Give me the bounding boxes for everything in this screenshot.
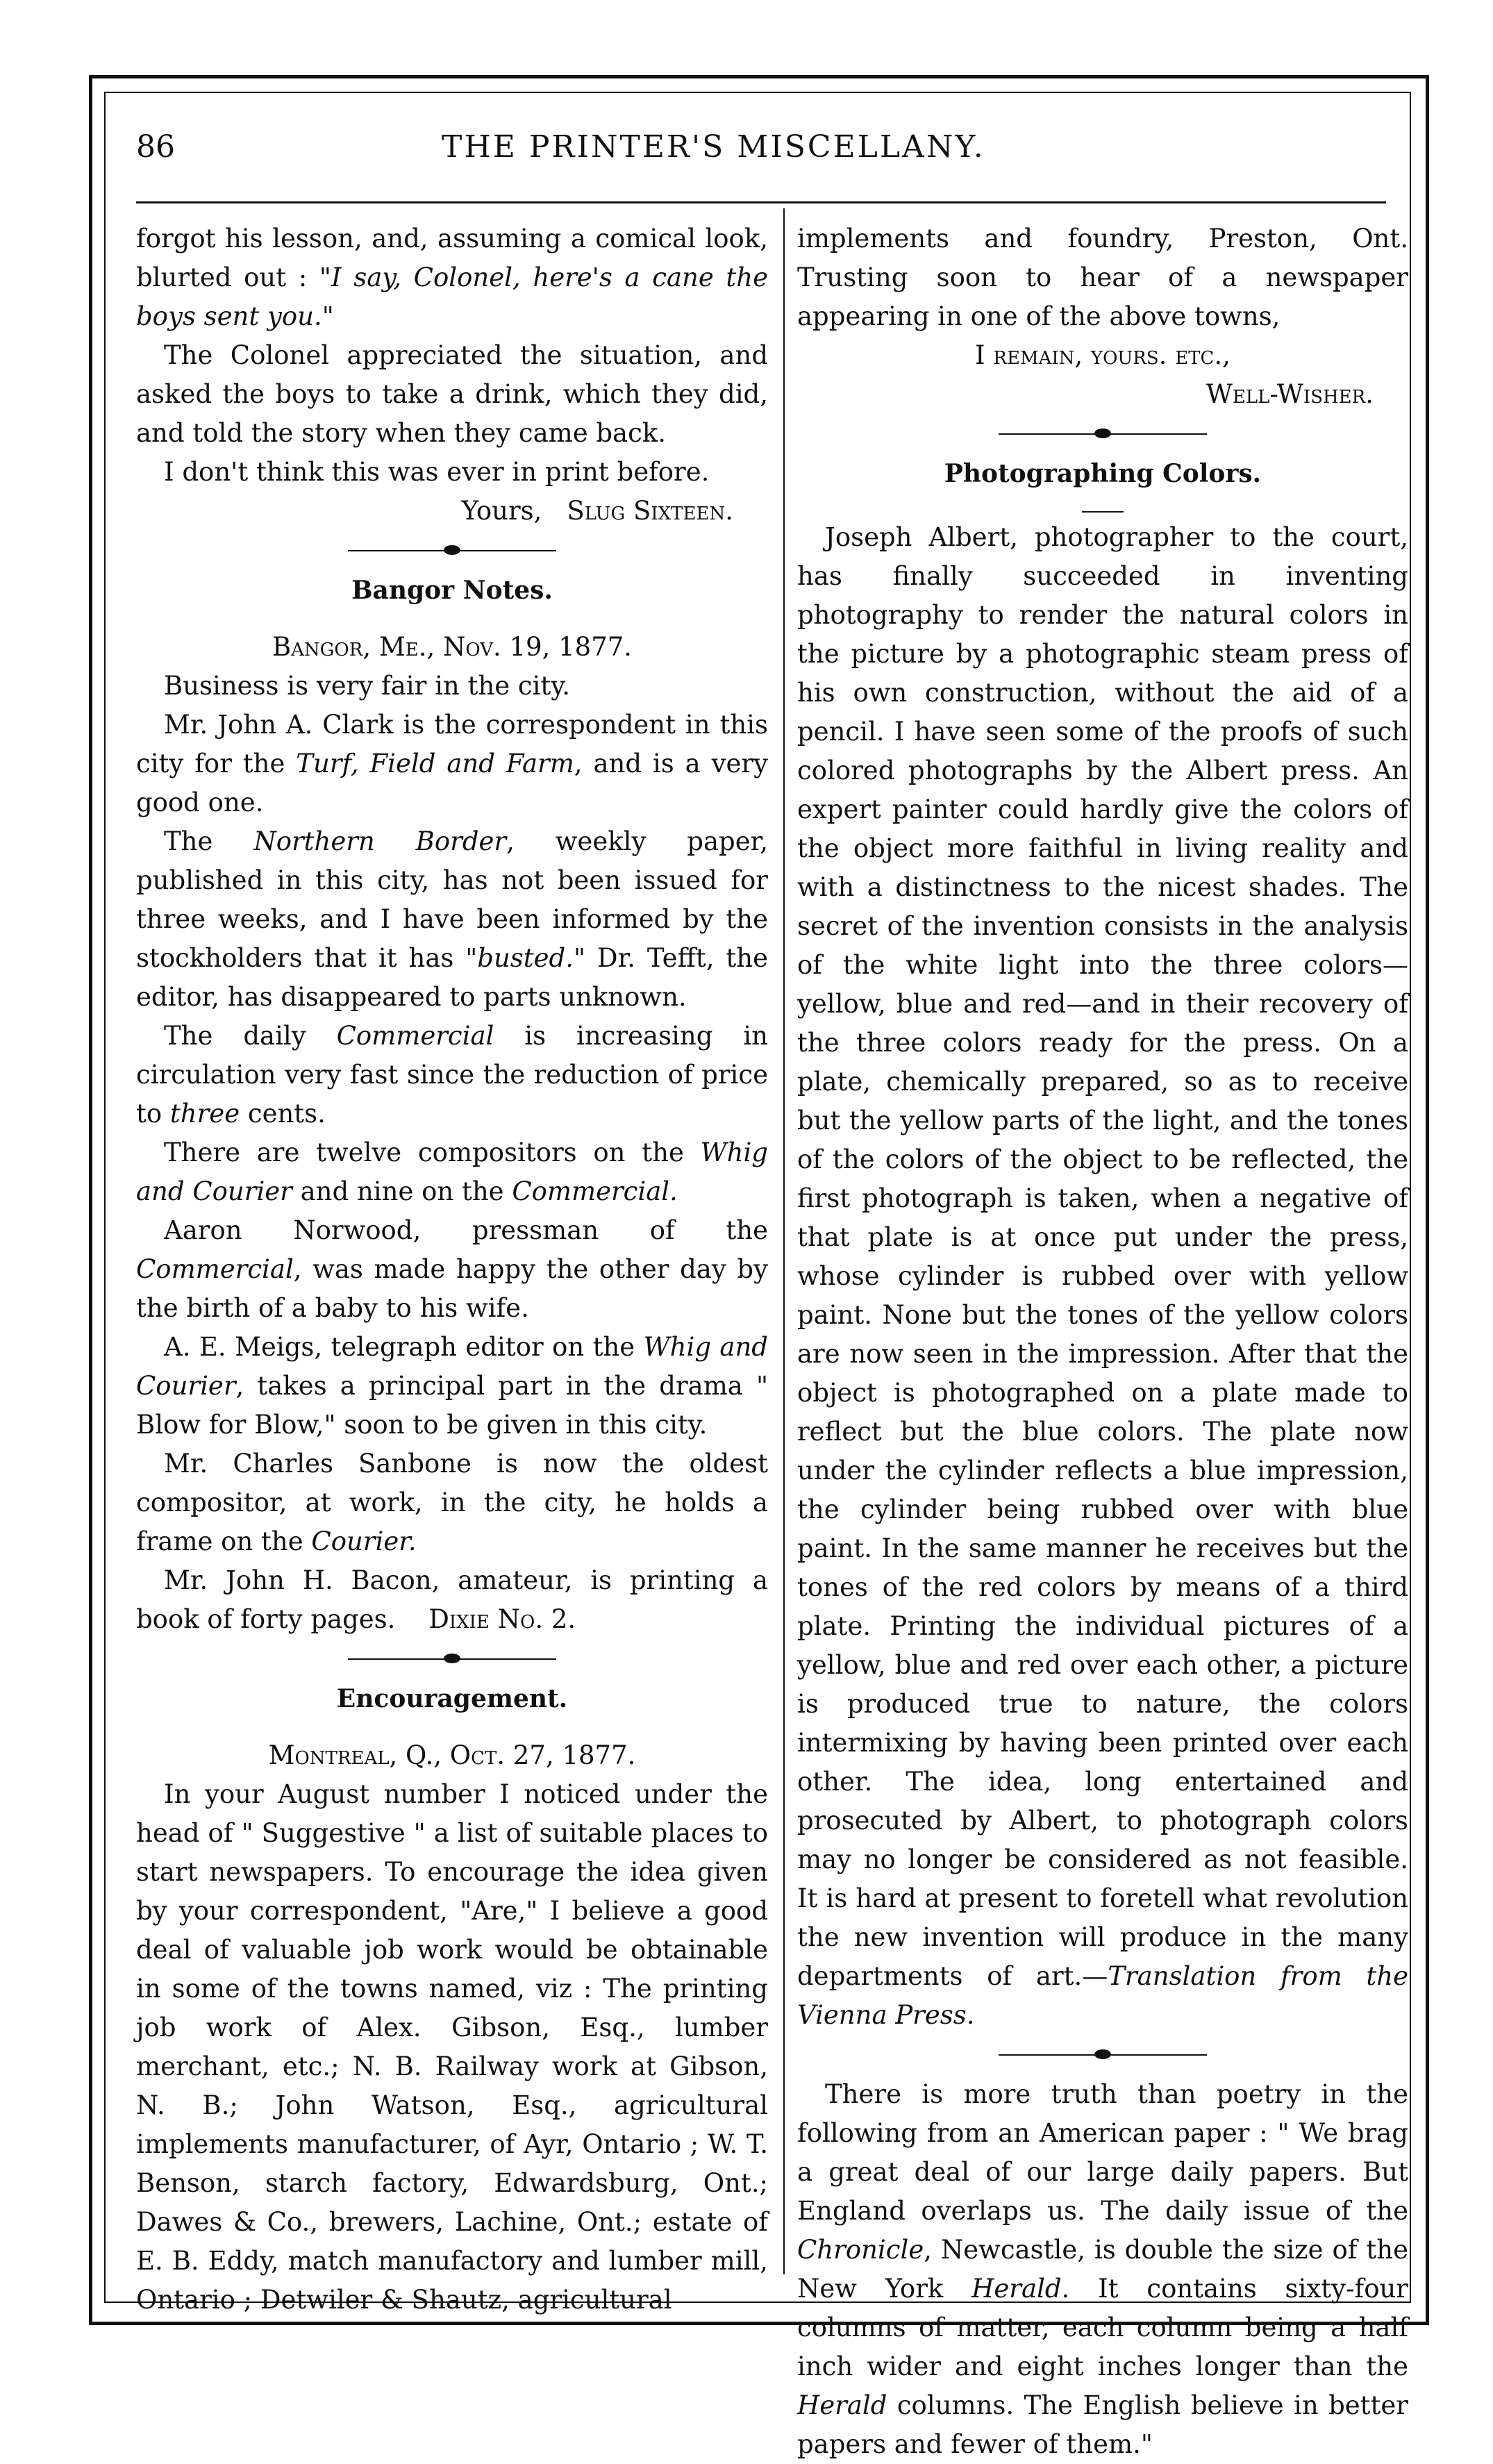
paragraph: The daily Commercial is increasing in circulation very fast since the reduction of price to three cents. xyxy=(136,1021,768,1129)
right-column xyxy=(797,219,1408,2464)
paragraph: Business is very fair in the city. xyxy=(164,671,571,701)
section-heading: Bangor Notes. xyxy=(351,576,553,605)
dateline: Bangor, Me., Nov. 19, 1877. xyxy=(272,632,633,662)
paragraph: Mr. John A. Clark is the correspondent in this city for the Turf, Field and Farm, and is a very good one. xyxy=(136,710,768,817)
paragraph: Mr. John H. Bacon, amateur, is printing a book of forty pages. Dixie No. 2. xyxy=(136,1565,768,1634)
left-column xyxy=(136,219,768,2320)
paragraph: Aaron Norwood, pressman of the Commercial, was made happy the other day by the birth of a baby to his wife. xyxy=(136,1215,768,1323)
paragraph: implements and foundry, Preston, Ont. Trusting soon to hear of a newspaper appearing in one of the above towns, xyxy=(797,224,1408,331)
section-heading: Photographing Colors. xyxy=(944,459,1262,488)
page-header xyxy=(136,129,1386,178)
column-divider xyxy=(783,208,785,2274)
page-number: 86 xyxy=(136,129,175,165)
paragraph: The Northern Border, weekly paper, published in this city, has not been issued for three weeks, and I have been informed by the stockholders that it has "busted." Dr. Tefft, the editor, has disappeared to parts unknown. xyxy=(136,826,768,1012)
paragraph: I don't think this was ever in print before. xyxy=(164,457,710,487)
dateline: Montreal, Q., Oct. 27, 1877. xyxy=(268,1740,636,1770)
signature: Dixie No. 2. xyxy=(428,1604,576,1634)
signature: Well-Wisher. xyxy=(1206,379,1374,409)
section-heading: Encouragement. xyxy=(336,1684,568,1713)
ornament-rule xyxy=(348,1651,556,1667)
ornament-rule xyxy=(348,543,556,558)
paragraph: Joseph Albert, photographer to the court, has finally succeeded in inventing photography to render the natural colors in the picture by a photographic steam press of his own construction, without the aid of a pencil. I have seen some of the proofs of such colored photographs by the Albert press. An expert painter could hardly give the colors of the object more faithful in living reality and with a distinctness to the nicest shades. The secret of the invention consists in the analysis of the white light into the three colors—yellow, blue and red—and in their recovery of the three colors ready for the press. On a plate, chemically prepared, so as to receive but the yellow parts of the light, and the tones of the colors of the object to be reflected, the first photograph is taken, when a negative of that plate is at once put under the press, whose cylinder is rubbed over with yellow paint. None but the tones of the yellow colors are now seen in the impression. After that the object is photographed on a plate made to reflect but the blue colors. The plate now under the cylinder reflects a blue impression, the cylinder being rubbed over with blue paint. In the same manner he receives but the tones of the red colors by means of a third plate. Printing the individual pictures of a yellow, blue and red over each other, a picture is produced true to nature, the colors intermixing by having been printed over each other. The idea, long entertained and prosecuted by Albert, to photograph colors may no longer be considered as not feasible. It is hard at present to foretell what revolution the new invention will produce in the many departments of art.—Translation from the Vienna Press. xyxy=(797,522,1408,2030)
signature: Yours, Slug Sixteen. xyxy=(461,496,733,526)
ornament-rule xyxy=(999,426,1207,442)
paragraph: Mr. Charles Sanbone is now the oldest compositor, at work, in the city, he holds a frame on the Courier. xyxy=(136,1449,768,1556)
paragraph: The Colonel appreciated the situation, and asked the boys to take a drink, which they did, and told the story when they came back. xyxy=(136,340,768,448)
paragraph: A. E. Meigs, telegraph editor on the Whig and Courier, takes a principal part in the drama " Blow for Blow," soon to be given in this city. xyxy=(136,1332,768,1440)
paragraph: There is more truth than poetry in the following from an American paper : " We brag a great deal of our large daily papers. But England overlaps us. The daily issue of the Chronicle, Newcastle, is double the size of the New York Herald. It contains sixty-four columns of matter, each column being a half inch wider and eight inches longer than the Herald columns. The English believe in better papers and fewer of them." xyxy=(797,2079,1408,2459)
paragraph: There are twelve compositors on the Whig and Courier and nine on the Commercial. xyxy=(136,1138,768,1206)
closing: I remain, yours. etc., xyxy=(975,340,1231,370)
paragraph: In your August number I noticed under the head of " Suggestive " a list of suitable places to start newspapers. To encourage the idea given by your correspondent, "Are," I believe a good deal of valuable job work would be obtainable in some of the towns named, viz : The printing job work of Alex. Gibson, Esq., lumber merchant, etc.; N. B. Railway work at Gibson, N. B.; John Watson, Esq., agricultural implements manufacturer, of Ayr, Ontario ; W. T. Benson, starch factory, Edwardsburg, Ont.; Dawes & Co., brewers, Lachine, Ont.; estate of E. B. Eddy, match manufactory and lumber mill, Ontario ; Detwiler & Shautz, agricultural xyxy=(136,1779,768,2315)
ornament-rule xyxy=(999,2047,1207,2063)
header-rule xyxy=(136,201,1386,203)
running-title: THE PRINTER'S MISCELLANY. xyxy=(442,129,985,165)
short-rule xyxy=(1082,511,1124,513)
paragraph: forgot his lesson, and, assuming a comical look, blurted out : "I say, Colonel, here's a cane the boys sent you." xyxy=(136,224,768,331)
